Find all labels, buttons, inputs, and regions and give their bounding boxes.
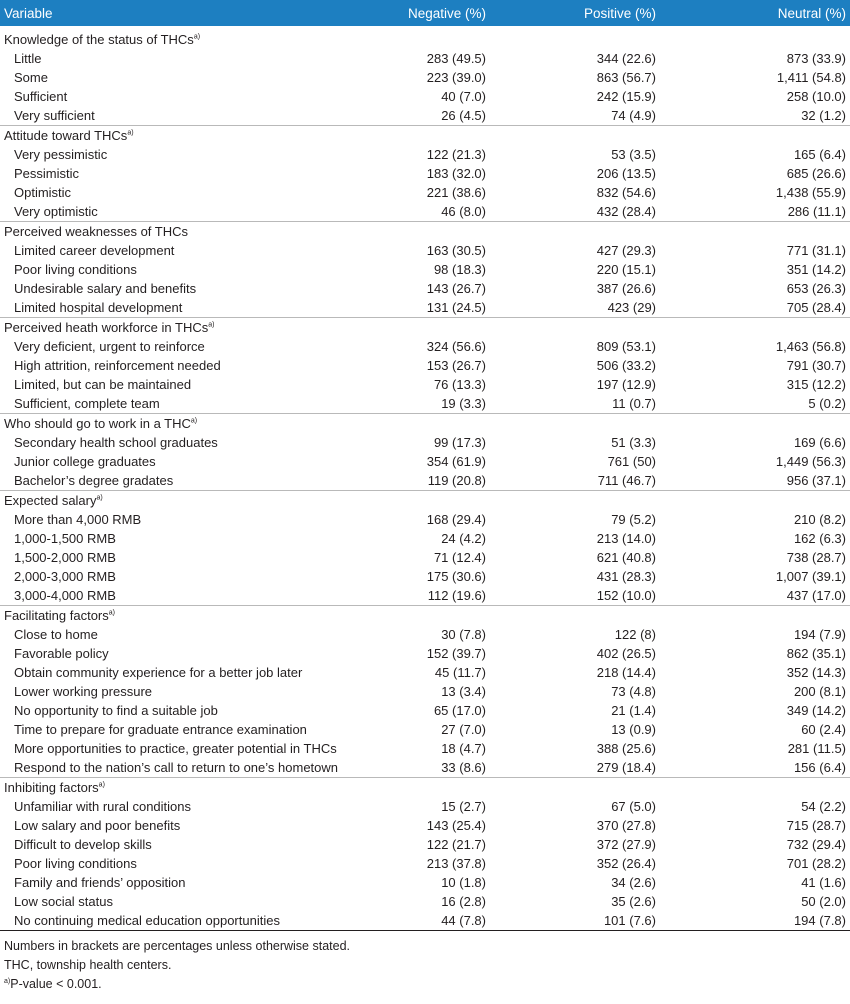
cell-negative: 27 (7.0): [441, 722, 486, 737]
section-header-row: [0, 222, 850, 242]
cell-positive: 197 (12.9): [596, 377, 656, 392]
row-label: Very pessimistic: [14, 147, 108, 162]
row-label: Poor living conditions: [14, 262, 137, 277]
cell-neutral: 194 (7.8): [660, 911, 850, 931]
table-row: [0, 720, 850, 739]
row-label: More opportunities to practice, greater potential in THCs: [14, 741, 337, 756]
cell-negative: 98 (18.3): [433, 262, 486, 277]
row-label: Limited, but can be maintained: [14, 377, 192, 392]
header-positive: Positive (%): [490, 0, 660, 26]
section-header-row: [0, 414, 850, 434]
row-label: Some: [14, 70, 48, 85]
cell-neutral: 258 (10.0): [786, 89, 846, 104]
table-row: [0, 49, 850, 68]
cell-neutral: 50 (2.0): [801, 894, 846, 909]
table-row: [0, 548, 850, 567]
row-label: Very sufficient: [14, 108, 95, 123]
cell-neutral: 732 (29.4): [786, 837, 846, 852]
table-row: [0, 567, 850, 586]
cell-positive: 67 (5.0): [611, 799, 656, 814]
row-label: Low salary and poor benefits: [14, 818, 181, 833]
footnote-mark: a): [190, 417, 198, 425]
cell-positive: 372 (27.9): [596, 837, 656, 852]
row-label: High attrition, reinforcement needed: [14, 358, 221, 373]
cell-positive: 402 (26.5): [596, 646, 656, 661]
cell-positive: 370 (27.8): [596, 818, 656, 833]
cell-neutral: 351 (14.2): [786, 262, 846, 277]
cell-positive: 387 (26.6): [596, 281, 656, 296]
cell-neutral: 162 (6.3): [793, 531, 846, 546]
row-label: Sufficient: [14, 89, 68, 104]
cell-neutral: 32 (1.2): [801, 108, 846, 123]
cell-negative: 131 (24.5): [426, 300, 486, 315]
table-row: [0, 797, 850, 816]
cell-positive: 122 (8): [614, 627, 656, 642]
cell-neutral: 200 (8.1): [793, 684, 846, 699]
row-label: No opportunity to find a suitable job: [14, 703, 218, 718]
cell-negative: 18 (4.7): [441, 741, 486, 756]
row-label: Little: [14, 51, 42, 66]
cell-positive: 152 (10.0): [596, 588, 656, 603]
row-label: Junior college graduates: [14, 454, 156, 469]
row-label: Respond to the nation’s call to return to one’s hometown: [14, 760, 339, 775]
table-row: [0, 279, 850, 298]
cell-neutral: 791 (30.7): [786, 358, 846, 373]
cell-positive: 344 (22.6): [596, 51, 656, 66]
section-title-text: Perceived weaknesses of THCs: [4, 224, 189, 239]
table-row: [0, 68, 850, 87]
cell-neutral: 1,007 (39.1): [775, 569, 846, 584]
section-title-text: Knowledge of the status of THCs: [4, 32, 194, 47]
row-label: Family and friends’ opposition: [14, 875, 186, 890]
cell-positive: 242 (15.9): [596, 89, 656, 104]
cell-positive: 34 (2.6): [611, 875, 656, 890]
section-title: [0, 414, 850, 434]
cell-neutral: 281 (11.5): [787, 741, 846, 756]
cell-negative: 168 (29.4): [426, 512, 486, 527]
section-header-row: [0, 491, 850, 511]
cell-negative: 213 (37.8): [426, 856, 486, 871]
table-row: [0, 202, 850, 222]
cell-positive: 35 (2.6): [611, 894, 656, 909]
footnote-mark: a): [208, 321, 215, 329]
cell-neutral: 210 (8.2): [793, 512, 846, 527]
cell-neutral: 315 (12.2): [786, 377, 846, 392]
cell-positive: 21 (1.4): [611, 703, 656, 718]
table-row: [0, 835, 850, 854]
cell-negative: 122 (21.3): [426, 147, 486, 162]
cell-negative: 71 (12.4): [433, 550, 486, 565]
cell-neutral: 437 (17.0): [786, 588, 846, 603]
cell-positive: 213 (14.0): [596, 531, 656, 546]
row-label: Bachelor’s degree gradates: [14, 473, 174, 488]
row-label: Obtain community experience for a better job later: [14, 665, 303, 680]
row-label: Poor living conditions: [14, 856, 137, 871]
cell-neutral: 771 (31.1): [786, 243, 846, 258]
cell-negative: 15 (2.7): [441, 799, 486, 814]
cell-neutral: 194 (7.9): [793, 627, 846, 642]
section-header-row: [0, 26, 850, 49]
row-label: Secondary health school graduates: [14, 435, 218, 450]
section-title: [0, 606, 850, 626]
cell-negative: 143 (26.7): [426, 281, 486, 296]
table-row: [0, 758, 850, 778]
cell-positive: 220 (15.1): [596, 262, 656, 277]
footnote-mark: a): [108, 609, 115, 617]
row-label: Difficult to develop skills: [14, 837, 152, 852]
cell-negative: 76 (13.3): [433, 377, 486, 392]
row-label: 1,500-2,000 RMB: [14, 550, 116, 565]
cell-negative: 24 (4.2): [441, 531, 486, 546]
row-label: Limited hospital development: [14, 300, 183, 315]
cell-negative: 45 (11.7): [434, 665, 486, 680]
footnote-mark: a): [96, 494, 103, 502]
cell-negative: 26 (4.5): [441, 108, 486, 123]
table-row: [0, 356, 850, 375]
row-label: 3,000-4,000 RMB: [14, 588, 116, 603]
table-row: [0, 644, 850, 663]
cell-negative: 46 (8.0): [441, 204, 486, 219]
section-header-row: [0, 126, 850, 146]
cell-positive: 432 (28.4): [596, 204, 656, 219]
row-label: Close to home: [14, 627, 98, 642]
table-row: [0, 183, 850, 202]
table-row: [0, 375, 850, 394]
table-body: [0, 26, 850, 931]
cell-negative: 30 (7.8): [441, 627, 486, 642]
cell-negative: 153 (26.7): [426, 358, 486, 373]
section-title-text: Inhibiting factors: [4, 780, 99, 795]
cell-neutral: 1,463 (56.8): [775, 339, 846, 354]
table-row: [0, 816, 850, 835]
footnote-mark: a): [193, 33, 201, 41]
cell-neutral: 738 (28.7): [786, 550, 846, 565]
cell-positive: 506 (33.2): [596, 358, 656, 373]
table-row: [0, 337, 850, 356]
cell-positive: 101 (7.6): [490, 911, 660, 931]
cell-neutral: 156 (6.4): [793, 760, 846, 775]
cell-neutral: 862 (35.1): [786, 646, 846, 661]
row-label: No continuing medical education opportunities: [0, 911, 370, 931]
row-label: More than 4,000 RMB: [14, 512, 142, 527]
section-title-text: Who should go to work in a THC: [4, 416, 191, 431]
row-label: Very deficient, urgent to reinforce: [14, 339, 205, 354]
table-row: [0, 911, 850, 931]
cell-positive: 863 (56.7): [596, 70, 656, 85]
table-header: [0, 0, 850, 26]
cell-neutral: 653 (26.3): [786, 281, 846, 296]
footnote-mark: a): [127, 129, 134, 137]
note-p-value-text: P-value < 0.001.: [10, 977, 102, 991]
row-label: 1,000-1,500 RMB: [14, 531, 116, 546]
cell-negative: 152 (39.7): [426, 646, 486, 661]
cell-positive: 11 (0.7): [612, 396, 656, 411]
table-row: [0, 854, 850, 873]
cell-neutral: 165 (6.4): [793, 147, 846, 162]
table-row: [0, 106, 850, 126]
section-title-text: Expected salary: [4, 493, 97, 508]
cell-negative: 16 (2.8): [441, 894, 486, 909]
cell-negative: 44 (7.8): [370, 911, 490, 931]
section-title: [0, 778, 850, 798]
cell-neutral: 286 (11.1): [787, 204, 846, 219]
section-header-row: [0, 606, 850, 626]
header-neutral: Neutral (%): [660, 0, 850, 26]
cell-negative: 13 (3.4): [441, 684, 486, 699]
cell-negative: 33 (8.6): [441, 760, 486, 775]
table-row: [0, 433, 850, 452]
cell-positive: 51 (3.3): [611, 435, 656, 450]
cell-neutral: 715 (28.7): [786, 818, 846, 833]
row-label: Optimistic: [14, 185, 72, 200]
cell-positive: 621 (40.8): [596, 550, 656, 565]
section-header-row: [0, 778, 850, 798]
cell-negative: 221 (38.6): [426, 185, 486, 200]
cell-neutral: 701 (28.2): [786, 856, 846, 871]
table-row: [0, 701, 850, 720]
cell-negative: 223 (39.0): [426, 70, 486, 85]
cell-negative: 163 (30.5): [426, 243, 486, 258]
section-title-text: Attitude toward THCs: [4, 128, 128, 143]
footnote-mark: a): [98, 781, 105, 789]
row-label: Low social status: [14, 894, 113, 909]
cell-neutral: 60 (2.4): [801, 722, 846, 737]
cell-positive: 218 (14.4): [596, 665, 656, 680]
table-row: [0, 529, 850, 548]
table-row: [0, 87, 850, 106]
table-row: [0, 298, 850, 318]
section-header-row: [0, 318, 850, 338]
cell-positive: 427 (29.3): [596, 243, 656, 258]
cell-neutral: 1,411 (54.8): [776, 70, 846, 85]
table-row: [0, 164, 850, 183]
row-label: Lower working pressure: [14, 684, 153, 699]
cell-neutral: 956 (37.1): [786, 473, 846, 488]
row-label: Limited career development: [14, 243, 175, 258]
row-label: Time to prepare for graduate entrance examination: [14, 722, 307, 737]
table-row: [0, 892, 850, 911]
cell-negative: 324 (56.6): [426, 339, 486, 354]
header-negative: Negative (%): [370, 0, 490, 26]
note-p-value: [4, 975, 846, 994]
row-label: Unfamiliar with rural conditions: [14, 799, 192, 814]
table-row: [0, 682, 850, 701]
section-title: [0, 26, 850, 49]
cell-positive: 761 (50): [607, 454, 656, 469]
table-row: [0, 586, 850, 606]
row-label: Sufficient, complete team: [14, 396, 160, 411]
row-label: 2,000-3,000 RMB: [14, 569, 116, 584]
cell-negative: 283 (49.5): [426, 51, 486, 66]
table-row: [0, 260, 850, 279]
cell-neutral: 352 (14.3): [786, 665, 846, 680]
section-title: [0, 222, 850, 242]
cell-neutral: 1,438 (55.9): [775, 185, 846, 200]
cell-negative: 99 (17.3): [433, 435, 486, 450]
row-label: Very optimistic: [14, 204, 98, 219]
footnote-mark: a): [4, 977, 11, 985]
cell-positive: 352 (26.4): [596, 856, 656, 871]
cell-negative: 183 (32.0): [426, 166, 486, 181]
table-row: [0, 625, 850, 644]
cell-negative: 65 (17.0): [433, 703, 486, 718]
table-row: [0, 241, 850, 260]
table-row: [0, 471, 850, 491]
header-row: [0, 0, 850, 26]
cell-positive: 832 (54.6): [596, 185, 656, 200]
table-row: [0, 394, 850, 414]
cell-neutral: 685 (26.6): [786, 166, 846, 181]
table-row: [0, 739, 850, 758]
cell-negative: 122 (21.7): [426, 837, 486, 852]
cell-negative: 40 (7.0): [441, 89, 486, 104]
cell-positive: 388 (25.6): [596, 741, 656, 756]
cell-negative: 119 (20.8): [427, 473, 486, 488]
section-title-text: Facilitating factors: [4, 608, 109, 623]
cell-positive: 809 (53.1): [596, 339, 656, 354]
cell-neutral: 169 (6.6): [793, 435, 846, 450]
cell-negative: 354 (61.9): [426, 454, 486, 469]
header-variable: Variable: [0, 0, 370, 26]
cell-positive: 74 (4.9): [611, 108, 656, 123]
cell-neutral: 1,449 (56.3): [775, 454, 846, 469]
cell-positive: 711 (46.7): [597, 473, 656, 488]
cell-neutral: 873 (33.9): [786, 51, 846, 66]
cell-neutral: 41 (1.6): [801, 875, 846, 890]
table-row: [0, 663, 850, 682]
cell-positive: 73 (4.8): [611, 684, 656, 699]
cell-positive: 79 (5.2): [611, 512, 656, 527]
row-label: Pessimistic: [14, 166, 80, 181]
cell-negative: 19 (3.3): [441, 396, 486, 411]
cell-negative: 143 (25.4): [426, 818, 486, 833]
cell-positive: 206 (13.5): [596, 166, 656, 181]
table-row: [0, 873, 850, 892]
section-title: [0, 318, 850, 338]
cell-negative: 112 (19.6): [427, 588, 486, 603]
cell-positive: 431 (28.3): [596, 569, 656, 584]
cell-positive: 13 (0.9): [611, 722, 656, 737]
table-row: [0, 452, 850, 471]
cell-neutral: 54 (2.2): [801, 799, 846, 814]
section-title-text: Perceived heath workforce in THCs: [4, 320, 209, 335]
table-row: [0, 510, 850, 529]
cell-neutral: 349 (14.2): [786, 703, 846, 718]
table-row: [0, 145, 850, 164]
note-percentages: Numbers in brackets are percentages unless otherwise stated.: [4, 939, 351, 953]
cell-positive: 279 (18.4): [596, 760, 656, 775]
cell-positive: 53 (3.5): [611, 147, 656, 162]
row-label: Undesirable salary and benefits: [14, 281, 197, 296]
section-title: [0, 126, 850, 146]
cell-positive: 423 (29): [607, 300, 656, 315]
note-thc-abbreviation: THC, township health centers.: [4, 958, 172, 972]
row-label: Favorable policy: [14, 646, 109, 661]
cell-negative: 175 (30.6): [426, 569, 486, 584]
section-title: [0, 491, 850, 511]
cell-neutral: 705 (28.4): [786, 300, 846, 315]
cell-negative: 10 (1.8): [441, 875, 486, 890]
cell-neutral: 5 (0.2): [808, 396, 846, 411]
table-notes: [0, 931, 850, 994]
